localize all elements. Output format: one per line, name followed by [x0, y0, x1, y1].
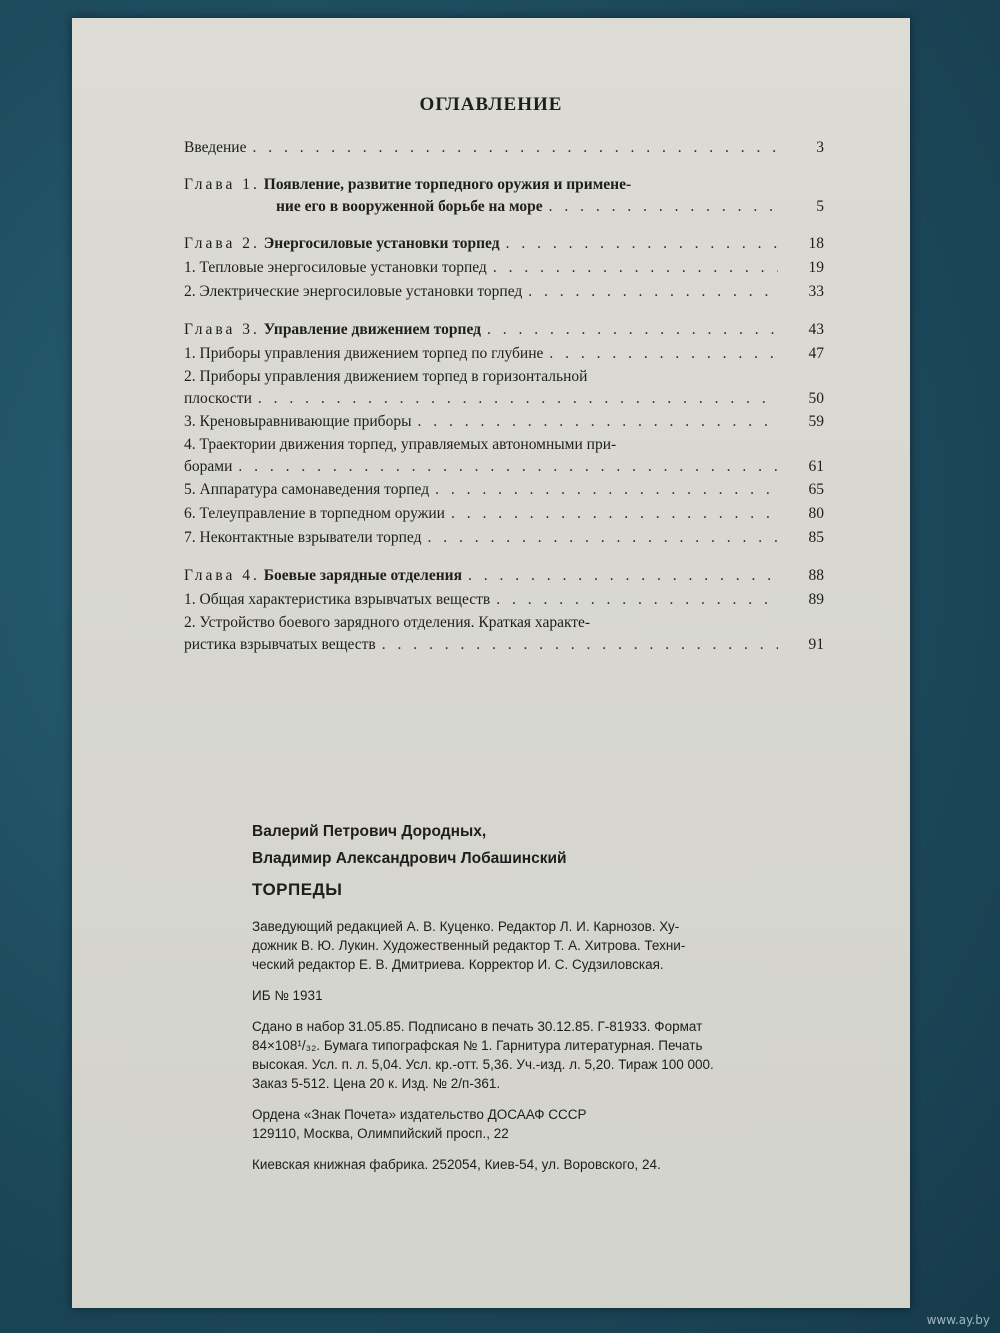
toc-entry	[184, 564, 824, 588]
toc-page-number: 18	[808, 235, 824, 252]
toc-entry-text: 7. Неконтактные взрыватели торпед	[184, 529, 422, 546]
toc-leader	[252, 136, 778, 160]
colophon	[252, 818, 852, 1186]
toc-leader	[451, 502, 778, 526]
toc-entry	[184, 388, 824, 410]
toc-page-number: 89	[808, 591, 824, 608]
toc-entry	[184, 280, 824, 304]
toc-entry-text: Боевые зарядные отделения	[263, 567, 462, 584]
toc-entry	[184, 174, 824, 196]
toc-chapter-label: Глава 4.	[184, 567, 260, 584]
toc-leader	[435, 478, 778, 502]
toc-leader	[238, 456, 778, 478]
toc-leader	[258, 388, 778, 410]
toc-leader	[549, 342, 778, 366]
toc-leader	[427, 526, 778, 550]
toc-entry-text: ристика взрывчатых веществ	[184, 636, 376, 653]
toc-entry-text: Введение	[184, 139, 247, 156]
toc-entry-text: 1. Приборы управления движением торпед по глубине	[184, 345, 544, 362]
toc-leader	[496, 588, 778, 612]
toc-entry-text: 1. Тепловые энергосиловые установки торпед	[184, 259, 487, 276]
toc-entry-text: ние его в вооруженной борьбе на море	[276, 198, 543, 215]
toc-leader	[528, 280, 778, 304]
ib-number: ИБ № 1931	[252, 988, 323, 1003]
toc-entry	[184, 232, 824, 256]
author-name: Валерий Петрович Дородных,	[252, 823, 487, 840]
toc-entry	[184, 318, 824, 342]
toc-entry-text: 5. Аппаратура самонаведения торпед	[184, 481, 430, 498]
toc-entry-text: 2. Устройство боевого зарядного отделения. Краткая характе-	[184, 614, 591, 631]
toc-page-number: 59	[808, 413, 824, 430]
toc-chapter-label: Глава 3.	[184, 321, 260, 338]
printing-house: Киевская книжная фабрика. 252054, Киев-54, ул. Воровского, 24.	[252, 1157, 661, 1172]
toc-leader	[468, 564, 778, 588]
page-title: ОГЛАВЛЕНИЕ	[419, 94, 563, 115]
toc-leader	[382, 634, 778, 656]
toc-entry-text: 4. Траектории движения торпед, управляемых автономными при-	[184, 436, 617, 453]
book-title: ТОРПЕДЫ	[252, 880, 343, 899]
toc-entry-text: Появление, развитие торпедного оружия и примене-	[263, 176, 632, 193]
toc-entry	[184, 434, 824, 456]
toc-page-number: 65	[808, 481, 824, 498]
toc-page-number: 3	[816, 139, 824, 156]
toc-entry	[184, 196, 824, 218]
toc-entry	[184, 478, 824, 502]
toc-leader	[417, 410, 778, 434]
toc-entry-text: 6. Телеуправление в торпедном оружии	[184, 505, 445, 522]
toc-page-number: 5	[816, 198, 824, 215]
toc-page-number: 88	[808, 567, 824, 584]
toc-entry-text: 2. Электрические энергосиловые установки торпед	[184, 283, 523, 300]
toc-page-number: 91	[808, 636, 824, 653]
toc-entry-text: Управление движением торпед	[263, 321, 482, 338]
publisher: Ордена «Знак Почета» издательство ДОСААФ СССР 129110, Москва, Олимпийский просп., 22	[252, 1107, 587, 1141]
table-of-contents	[184, 136, 824, 656]
print-details: Сдано в набор 31.05.85. Подписано в печать 30.12.85. Г-81933. Формат 84×108¹/₃₂. Бумага типографская № 1. Гарнитура литературная. Печать высокая. Усл. п. л. 5,04. Усл. кр.-отт. 5,36. Уч.-изд. л. 5,20. Тираж 100 000. Заказ 5-512. Цена 20 к. Изд. № 2/п-361.	[252, 1019, 714, 1091]
toc-leader	[506, 232, 778, 256]
toc-page-number: 85	[808, 529, 824, 546]
toc-leader	[493, 256, 778, 280]
toc-page-number: 80	[808, 505, 824, 522]
toc-entry-text: Энергосиловые установки торпед	[263, 235, 500, 252]
toc-page-number: 47	[808, 345, 824, 362]
author-name: Владимир Александрович Лобашинский	[252, 850, 567, 867]
toc-entry-text: 3. Креновыравнивающие приборы	[184, 413, 412, 430]
toc-entry	[184, 410, 824, 434]
toc-entry	[184, 634, 824, 656]
toc-page-number: 50	[808, 390, 824, 407]
toc-entry	[184, 588, 824, 612]
toc-leader	[549, 196, 778, 218]
toc-leader	[487, 318, 778, 342]
toc-entry	[184, 612, 824, 634]
site-watermark: www.ay.by	[926, 1313, 990, 1327]
book-page	[72, 18, 910, 1308]
toc-entry	[184, 366, 824, 388]
toc-entry	[184, 256, 824, 280]
toc-page-number: 19	[808, 259, 824, 276]
toc-entry-text: 2. Приборы управления движением торпед в горизонтальной	[184, 368, 588, 385]
toc-chapter-label: Глава 1.	[184, 176, 260, 193]
toc-entry-text: плоскости	[184, 390, 252, 407]
editorial-staff: Заведующий редакцией А. В. Куценко. Редактор Л. И. Карнозов. Ху- дожник В. Ю. Лукин. Художественный редактор Т. А. Хитрова. Техни- ческий редактор Е. В. Дмитриева. Корректор И. С. Судзиловская.	[252, 919, 686, 972]
toc-entry	[184, 136, 824, 160]
toc-entry	[184, 502, 824, 526]
toc-page-number: 43	[808, 321, 824, 338]
toc-page-number: 61	[808, 458, 824, 475]
toc-chapter-label: Глава 2.	[184, 235, 260, 252]
toc-entry-text: 1. Общая характеристика взрывчатых веществ	[184, 591, 491, 608]
toc-entry	[184, 342, 824, 366]
toc-page-number: 33	[808, 283, 824, 300]
toc-entry	[184, 456, 824, 478]
toc-entry	[184, 526, 824, 550]
toc-entry-text: борами	[184, 458, 233, 475]
